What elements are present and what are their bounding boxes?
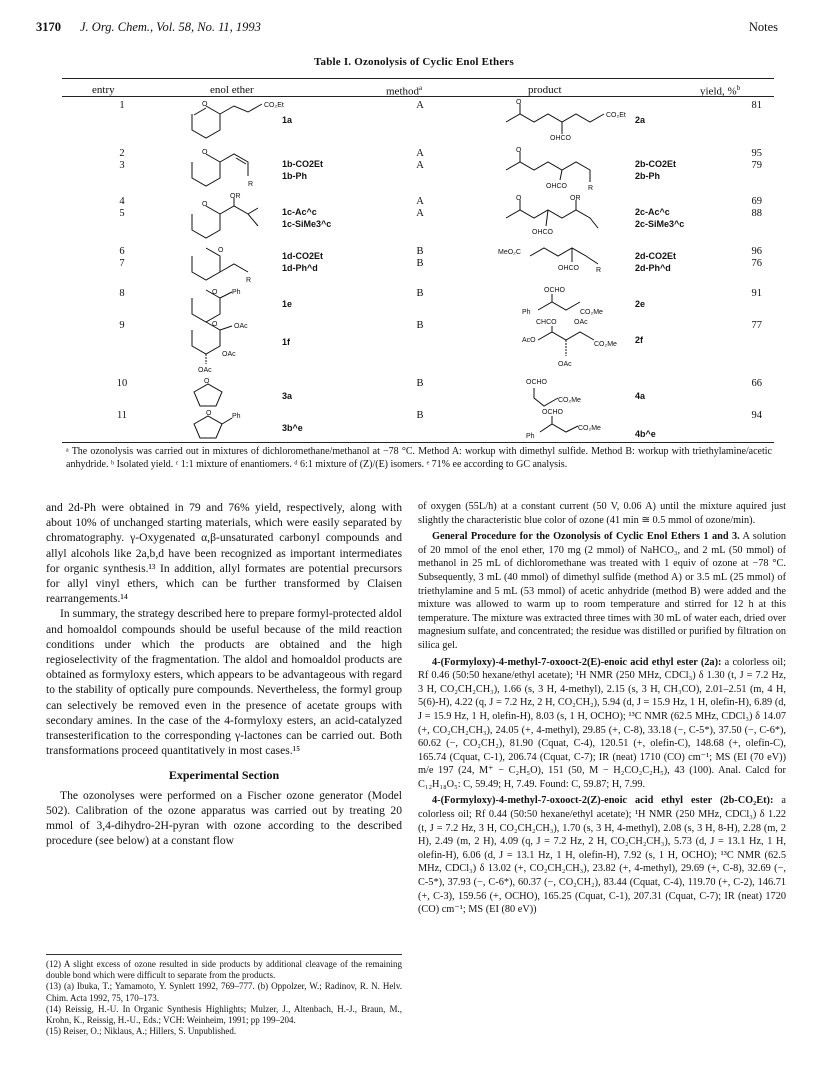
right-column [418, 500, 786, 917]
section-heading: Experimental Section [168, 768, 280, 783]
method: B [416, 320, 424, 331]
entry-number: 9 [119, 320, 125, 331]
svg-text:R: R [248, 181, 254, 188]
enol-structure-1b [182, 148, 282, 192]
svg-text:O: O [516, 147, 522, 154]
svg-text:OHCO: OHCO [532, 229, 553, 236]
svg-text:CO₂Me: CO₂Me [594, 341, 617, 348]
svg-text:OAc: OAc [198, 367, 212, 374]
table-header-rule [62, 96, 774, 97]
reference-item: (14) Reissig, H.-U. In Organic Synthesis Highlights; Mulzer, J., Altenbach, H.-J., Braun, M., Krohn, K., Reissig, H.-U., Eds.; VCH: Weinheim, 1991; pp 199–204. [46, 1003, 402, 1026]
product-label: 2d-CO2Et 2d-Ph^d [635, 251, 677, 273]
product-label: 2f [635, 335, 644, 345]
paragraph: The ozonolyses were performed on a Fischer ozone generator (Model 502). Calibration of the ozone apparatus was carried out by treating 20 mmol of 3,4-dihydro-2H-pyran with ozone according to the described procedure (see below) at a constant flow [46, 788, 402, 848]
reference-item: (12) A slight excess of ozone resulted in side products by additional cleavage of the remaining double bond which were difficult to separate from the products. [46, 959, 402, 981]
method: A A [416, 148, 424, 171]
reference-item: (13) (a) Ibuka, T.; Yamamoto, Y. Synlett 1992, 769–777. (b) Oppolzer, W.; Radinov, R. N. Helv. Chim. Acta 1992, 75, 170–173. [46, 981, 402, 1003]
paragraph: In summary, the strategy described here to prepare formyl-protected aldol and homoaldol compounds should be useful because of the mild reaction conditions under which the products are obtained and the high regioselectivity of the fragmentation. The aldol and homoaldol products are obtained as formyloxy esters, which appears to be advantageous with regard to the stability of optically pure compounds. Nevertheless, the formyl group can selectively be removed even in the presence of acetate groups with secondary amines. In the case of the 4-formyloxy esters, an acid-catalyzed transesterification to the corresponding γ-lactones can be carried out. Both transformations proceed quantitatively in most cases.¹⁵ [46, 607, 402, 758]
svg-text:OHCO: OHCO [550, 135, 571, 142]
svg-text:O: O [218, 247, 224, 254]
svg-text:O: O [204, 378, 210, 385]
enol-label: 1a [282, 115, 293, 125]
method: A A [416, 196, 424, 219]
enol-label: 3b^e [282, 423, 303, 433]
table-row [62, 378, 774, 414]
running-header [36, 20, 778, 36]
svg-text:CO₂Me: CO₂Me [580, 309, 603, 316]
entry-number: 4 5 [119, 196, 125, 219]
table-row [62, 193, 774, 244]
paragraph: of oxygen (55L/h) at a constant current (50 V, 0.06 A) until the mixture aquired just slightly the characteristic blue color of ozone (41 min ≅ 0.5 mmol of ozone/min). [418, 501, 786, 526]
enol-label: 3a [282, 391, 293, 401]
references [46, 954, 402, 1037]
product-structure-2a [498, 100, 638, 140]
entry-number: 8 [119, 288, 125, 299]
enol-structure-1d [182, 246, 282, 286]
svg-text:OCHO: OCHO [542, 409, 563, 416]
svg-text:R: R [596, 267, 602, 274]
product-structure-2f [522, 320, 632, 376]
product-label: 4b^e [635, 429, 656, 439]
product-label: 2c-Ac^c 2c-SiMe3^c [635, 207, 685, 229]
method: B [416, 378, 424, 389]
product-structure-2b [498, 148, 628, 192]
table-row [62, 246, 774, 288]
header-yield: yield, %$^b$ [700, 84, 741, 98]
product-label: 2b-CO2Et 2b-Ph [635, 159, 677, 181]
svg-text:Ph: Ph [522, 309, 531, 316]
method: B B [416, 246, 424, 269]
run-in-heading: 4-(Formyloxy)-4-methyl-7-oxooct-2(Z)-enoic acid ethyl ester (2b-CO₂Et): [432, 795, 774, 807]
product-label: 2a [635, 115, 646, 125]
svg-text:OCHO: OCHO [544, 287, 565, 294]
yield: 69 88 [751, 196, 762, 219]
left-column [46, 500, 402, 848]
enol-label: 1b-CO2Et 1b-Ph [282, 159, 324, 181]
page-number: 3170 [36, 20, 61, 34]
journal-citation: J. Org. Chem., Vol. 58, No. 11, 1993 [80, 20, 261, 34]
product-structure-4b [522, 410, 632, 444]
table-caption: Table I. Ozonolysis of Cyclic Enol Ethers [313, 56, 514, 68]
run-in-heading: 4-(Formyloxy)-4-methyl-7-oxooct-2(E)-enoic acid ethyl ester (2a): [432, 656, 722, 668]
svg-text:OAc: OAc [558, 361, 572, 368]
entry-number: 6 7 [119, 246, 125, 269]
table-bottom-rule [62, 442, 774, 443]
table-footnote: ᵃ The ozonolysis was carried out in mixtures of dichloromethane/methanol at −78 °C. Method A: workup with dimethyl sulfide. Method B: workup with triethylamine/acetic anhydride. ᵇ Isolated yield. ᶜ 1:1 mixture of enantiomers. ᵈ 6:1 mixture of (Z)/(E) isomers. ᵉ 71% ee according to GC analysis. [66, 446, 772, 470]
paragraph: and 2d-Ph were obtained in 79 and 76% yield, respectively, along with about 10% of unchanged starting materials, which were easily separated by chromatography. γ-Oxygenated α,β-unsaturated carbonyl compounds and allyl alcohols like 2a,b,d have been recognized as important intermediates for organic synthesis.¹³ In addition, allyl formates are potential precursors for allyl vinyl ethers, which can be further transformed by Claisen rearrangements.¹⁴ [46, 501, 402, 606]
svg-text:O: O [202, 149, 208, 156]
table-top-rule [62, 78, 774, 79]
entry-number: 10 [116, 378, 128, 389]
header-method: method$^a$ [386, 84, 423, 98]
header-entry: entry [92, 84, 115, 96]
svg-text:O: O [206, 410, 212, 417]
svg-text:OR: OR [570, 195, 581, 202]
svg-text:AcO: AcO [522, 337, 536, 344]
svg-text:MeO₂C: MeO₂C [498, 249, 521, 256]
table-row [62, 288, 774, 324]
paragraph: 4-(Formyloxy)-4-methyl-7-oxooct-2(E)-enoic acid ethyl ester (2a): a colorless oil; Rf 0.46 (50:50 hexane/ethyl acetate); ¹H NMR (250 MHz, CDCl₃) δ 1.30 (t, J = 7.2 Hz, 3 H, CO₂CH₂CH₃), 1.66 (s, 3 H, 4-methyl), 2.15 (s, 3 H, CH₃CO), 2.01–2.51 (m, 4 H, 5(6)-H), 4.22 (q, J = 7.2 Hz, 2 H, CO₂CH₂), 5.94 (d, J = 15.9 Hz, 1 H, olefin-H), 6.89 (d, J = 15.9 Hz, 1 H, olefin-H), 8.03 (s, 1 H, OCHO); ¹³C NMR (62.5 MHz, CDCl₃) δ 14.07 (+, CO₂CH₂CH₃), 24.05 (+, 4-methyl), 29.85 (+, C-8), 33.18 (−, C-5*), 37.50 (−, C-6*), 60.62 (−, CO₂CH₂), 81.90 (Cquat, C-4), 120.51 (+, olefin-C), 148.68 (+, olefin-C), 165.74 (Cquat, C-1), 206.74 (Cquat, C-7); IR (neat) 1710 (CO) cm⁻¹; MS (EI (70 eV)) m/e 197 (24, M⁺ − C₂H₅O), 151 (50, M − H₂CO₂C₂H₅), 43 (100). Anal. Calcd for C₁₂H₁₈O₅: C, 59.49; H, 7.49. Found: C, 59.87; H, 7.99. [418, 656, 786, 790]
svg-text:Ph: Ph [232, 413, 241, 420]
enol-structure-1e [182, 288, 282, 324]
svg-text:O: O [212, 321, 218, 328]
method: B [416, 410, 424, 421]
enol-label: 1f [282, 337, 291, 347]
entry-number: 11 [116, 410, 128, 421]
enol-label: 1c-Ac^c 1c-SiMe3^c [282, 207, 332, 229]
svg-text:OAc: OAc [222, 351, 236, 358]
entry-number: 1 [119, 100, 125, 111]
product-structure-4a [522, 378, 632, 412]
svg-text:CO₂Et: CO₂Et [264, 102, 284, 109]
yield: 81 [751, 100, 762, 111]
table-row [62, 320, 774, 376]
svg-text:O: O [516, 99, 522, 106]
enol-structure-3a [186, 378, 246, 412]
svg-text:OHCO: OHCO [546, 183, 567, 190]
enol-label: 1d-CO2Et 1d-Ph^d [282, 251, 324, 273]
svg-text:O: O [516, 195, 522, 202]
svg-text:R: R [588, 185, 594, 192]
paragraph: 4-(Formyloxy)-4-methyl-7-oxooct-2(Z)-enoic acid ethyl ester (2b-CO₂Et): a colorless oil; Rf 0.44 (50:50 hexane/ethyl acetate); ¹H NMR (250 MHz, CDCl₃) δ 1.22 (t, J = 7.2 Hz, 3 H, CO₂CH₂CH₃), 1.70 (s, 3 H, 4-methyl), 2.08 (s, 3 H, 8-H), 2.28 (m, 2 H), 2.49 (m, 2 H), 4.09 (q, J = 7.2 Hz, 2 H, CO₂CH₂CH₃), 5.73 (d, J = 13.1 Hz, 1 H, olefin-H), 6.06 (d, J = 13.1 Hz, 1 H, olefin-H), 7.92 (s, 1 H, OCHO); ¹³C NMR (62.5 MHz, CDCl₃) δ 13.02 (+, CO₂CH₂CH₃), 23.82 (+, 4-methyl), 29.69 (+, C-8), 32.69 (−, C-5*), 37.93 (−, C-6*), 60.37 (−, CO₂CH₂), 83.44 (Cquat, C-4), 119.70 (+, C-2), 146.71 (+, C-3), 159.56 (+, OCHO), 165.25 (Cquat, C-1), 207.31 (Cquat, C-7); IR (neat) 1720 (CO) cm⁻¹; MS (EI (80 eV)) [418, 795, 786, 916]
svg-text:Ph: Ph [526, 433, 535, 440]
svg-text:OAc: OAc [234, 323, 248, 330]
table-row [62, 100, 774, 144]
svg-text:Ph: Ph [232, 289, 241, 296]
svg-text:O: O [202, 101, 208, 108]
svg-text:CO₂Et: CO₂Et [606, 112, 626, 119]
method: A [416, 100, 424, 111]
table-row [62, 410, 774, 444]
yield: 91 [751, 288, 762, 299]
entry-number: 2 3 [119, 148, 125, 171]
svg-text:CO₂Me: CO₂Me [558, 397, 581, 404]
svg-text:OHCO: OHCO [558, 265, 579, 272]
header-product: product [528, 84, 562, 96]
svg-text:R: R [246, 277, 252, 284]
yield: 94 [751, 410, 762, 421]
paragraph: General Procedure for the Ozonolysis of Cyclic Enol Ethers 1 and 3. A solution of 20 mmol of the enol ether, 170 mg (2 mmol) of NaHCO₃, and 2 mL (50 mmol) of methanol in 25 mL of dichloromethane was treated with 1 equiv of ozone at −78 °C. Subsequently, 3 mL (40 mmol) of dimethyl sulfide (method A) or 3.5 mL (25 mmol) of triethylamine and 5 mL (53 mmol) of acetic anhydride (method B) were added and the mixture was allowed to warm up to room temperature and stirred for 12 h at this temperature. The mixture was extracted three times with 30 mL of water each, dried over magnesium sulfate, and concentrated; the residue was distilled or purified by filtration on silica gel. [418, 531, 787, 651]
enol-structure-1f [182, 320, 282, 376]
reference-item: (15) Reiser, O.; Niklaus, A.; Hillers, S. Unpublished. [46, 1026, 237, 1037]
svg-text:OAc: OAc [574, 319, 588, 326]
enol-structure-3b [186, 410, 266, 444]
enol-label: 1e [282, 299, 293, 309]
product-structure-2d [498, 246, 628, 286]
product-label: 2e [635, 299, 646, 309]
svg-text:O: O [202, 201, 208, 208]
product-label: 4a [635, 391, 646, 401]
svg-text:O: O [212, 289, 218, 296]
yield: 96 76 [751, 246, 762, 269]
header-enol-ether: enol ether [210, 84, 254, 96]
section-label: Notes [748, 20, 778, 34]
svg-text:OCHO: OCHO [526, 379, 547, 386]
svg-text:CO₂Me: CO₂Me [578, 425, 601, 432]
yield: 66 [751, 378, 762, 389]
svg-text:CHCO: CHCO [536, 319, 557, 326]
svg-text:OR: OR [230, 193, 241, 200]
run-in-heading: General Procedure for the Ozonolysis of Cyclic Enol Ethers 1 and 3. [432, 531, 740, 543]
yield: 95 79 [751, 148, 762, 171]
product-structure-2c [498, 196, 628, 240]
method: B [416, 288, 424, 299]
yield: 77 [751, 320, 762, 331]
enol-structure-1c [182, 193, 282, 240]
table-row [62, 148, 774, 196]
